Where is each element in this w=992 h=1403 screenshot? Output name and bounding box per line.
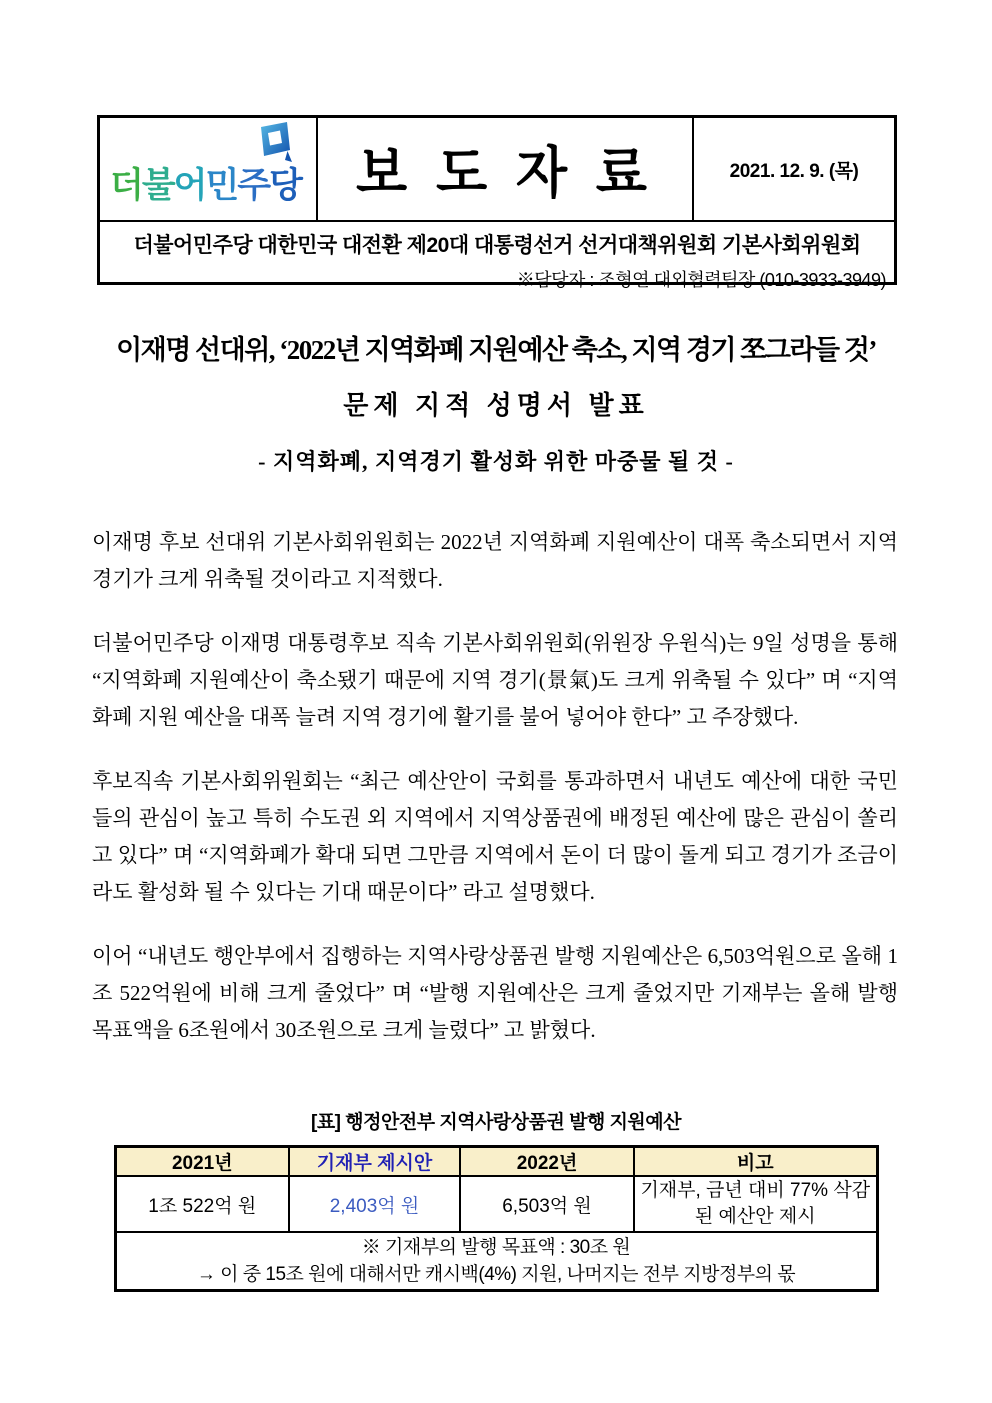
party-logo-text: 더불어민주당 — [110, 166, 301, 205]
party-logo — [100, 118, 318, 220]
article-body — [92, 524, 898, 1076]
release-date: 2021. 12. 9. (목) — [729, 160, 859, 182]
paragraph: 더불어민주당 이재명 대통령후보 직속 기본사회위원회(위원장 우원식)는 9일 성명을 통해 “지역화폐 지원예산이 축소됐기 때문에 지역 경기(景氣)도 크게 위축될 수 있다” 며 “지역화폐 지원 예산을 대폭 늘려 지역 경기에 활기를 불어 넣어야 한다” 고 주장했다. — [92, 631, 898, 729]
col-header-2021: 2021년 — [115, 1147, 289, 1177]
organization-line: 더불어민주당 대한민국 대전환 제20대 대통령선거 선거대책위원회 기본사회위원회 — [133, 234, 861, 257]
title-block — [0, 328, 992, 476]
budget-table — [114, 1145, 879, 1292]
header-box — [97, 115, 897, 290]
footnote-line1: ※ 기재부의 발행 목표액 : 30조 원 — [361, 1237, 631, 1258]
col-header-2022: 2022년 — [460, 1147, 634, 1177]
table-footnote-row — [115, 1232, 877, 1291]
col-header-remark: 비고 — [634, 1147, 877, 1177]
cell-2021-value: 1조 522억 원 — [115, 1176, 289, 1232]
doc-type-cell — [318, 118, 692, 220]
contact-line: ※담당자 : 조형연 대외협력팀장 (010-3933-3949) — [516, 270, 886, 290]
headline-line2: 문제 지적 성명서 발표 — [343, 391, 649, 420]
paragraph: 이어 “내년도 행안부에서 집행하는 지역사랑상품권 발행 지원예산은 6,503억원으로 올해 1조 522억원에 비해 크게 줄었다” 며 “발행 지원예산은 크게 줄었지만 기재부는 올해 발행 목표액을 6조원에서 30조원으로 크게 늘렸다” 고 밝혔다. — [92, 944, 898, 1042]
headline-line1: 이재명 선대위, ‘2022년 지역화폐 지원예산 축소, 지역 경기 쪼그라들 것’ — [116, 335, 876, 365]
budget-table-section — [0, 1107, 992, 1292]
footnote-line2: → 이 중 15조 원에 대해서만 캐시백(4%) 지원, 나머지는 전부 지방정부의 몫 — [196, 1264, 796, 1285]
col-header-moef-proposal: 기재부 제시안 — [289, 1147, 460, 1177]
cell-moef-value: 2,403억 원 — [289, 1176, 460, 1232]
header-bottom-row — [100, 222, 894, 292]
table-caption: [표] 행정안전부 지역사랑상품권 발행 지원예산 — [311, 1112, 681, 1133]
table-data-row — [115, 1176, 877, 1232]
table-header-row — [115, 1147, 877, 1177]
date-cell — [692, 118, 894, 220]
paragraph: 이재명 후보 선대위 기본사회위원회는 2022년 지역화폐 지원예산이 대폭 축소되면서 지역 경기가 크게 위축될 것이라고 지적했다. — [92, 530, 898, 591]
paragraph: 후보직속 기본사회위원회는 “최근 예산안이 국회를 통과하면서 내년도 예산에 대한 국민들의 관심이 높고 특히 수도권 외 지역에서 지역상품권에 배정된 예산에 많은 관심이 쏠리고 있다” 며 “지역화폐가 확대 되면 그만큼 지역에서 돈이 더 많이 돌게 되고 경기가 조금이라도 활성화 될 수 있다는 기대 때문이다” 라고 설명했다. — [92, 769, 898, 904]
footnote-cell — [115, 1232, 877, 1291]
headline-subtitle: - 지역화폐, 지역경기 활성화 위한 마중물 될 것 - — [258, 449, 734, 474]
doc-type-title: 보 도 자 료 — [356, 142, 654, 205]
cell-remark: 기재부, 금년 대비 77% 삭감된 예산안 제시 — [634, 1176, 877, 1232]
cell-2022-value: 6,503억 원 — [460, 1176, 634, 1232]
header-top-row — [100, 118, 894, 222]
